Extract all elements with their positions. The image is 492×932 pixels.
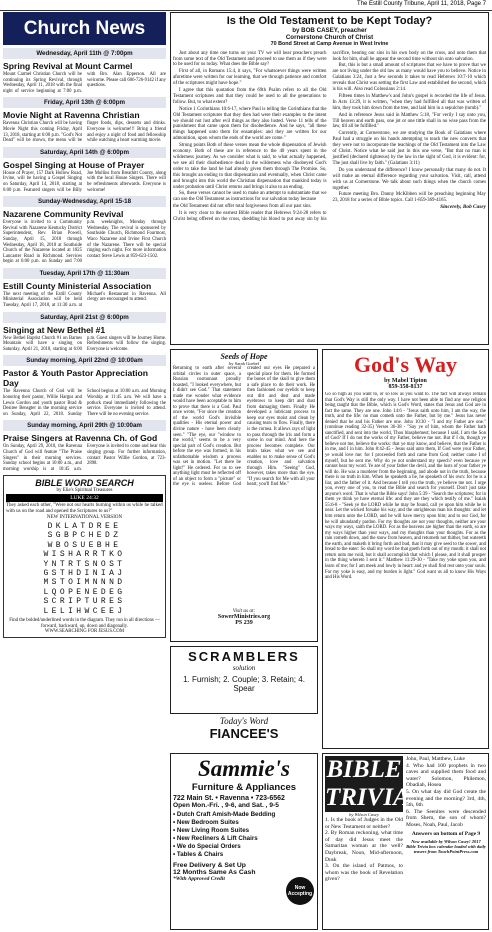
trivia-title: BIBLE TRIVIA [325, 756, 410, 811]
article-paragraph: Fifteen times in Matthew's and John's gospel is recorded the life of Jesus. In Acts 13:29, it is written, "when they had fulfilled all that was written of him, they took him down from the tree, and laid him in a sepulchre (tomb)." [332, 93, 486, 111]
event-title: Movie Night at Ravenna Christian [3, 110, 140, 121]
scramblers-solution: solution [232, 664, 256, 672]
article-body [173, 51, 486, 345]
event-date: Saturday, April 14th @ 6:00pm [3, 147, 166, 158]
grid-row: SCRIPTURES [43, 597, 126, 607]
todays-word-box [170, 716, 318, 750]
grid-row: WISHARRTKO [43, 550, 126, 560]
article-address: 70 Bond Street at Camp Avenue in West Irvine [270, 41, 389, 48]
bible-word-search [3, 475, 166, 637]
trivia-q4: 4. Who had 100 prophets in two caves and supplied them food and water? Solomon, Philemon, Obadiah, Hosea [406, 762, 486, 789]
trivia-layout [325, 756, 486, 883]
gods-way-box [322, 349, 489, 749]
trivia-author: by Wilson Casey [349, 812, 379, 817]
gods-way-text: Go so high as you want to, or so low as you want to. The fact will always remain that God's Way is still the only way. I have not been able to find any one religion being taught that the Bible, which is God's Word, states that Jesus and God are in fact the same. They are one. John 14:6 - "Jesus saith unto him, I am the way, the truth, and the life: no man cometh unto the Father, but by me." Jesus has never denied that he and his Father are one. John 10:30 - "I and my Father are one." (continue reading 32-35) Verses 36-38 - "Say ye of him, whom the Father hath sanctified, and sent into the world, Thou blasphemest; because I said, I am the Son of God? If I do not the works of my Father, believe me not. But if I do, though ye believe not me, believe the works: that ye may know, and believe, that the Father is in me, and I in him. John 8:42-45 - Jesus said unto them, If God were your Father, ye would love me: for I proceeded forth and came from God; neither came I of myself, but he sent me. Why do ye not understand my speech? even because ye cannot hear my word. Ye are of your father the devil, and the lusts of your father ye will do. He was a murderer from the beginning, and abode not in the truth, because there is no truth in him. When he speaketh a lie, he speaketh of his own: for he is a liar, and the father of it. And because I tell you the truth, ye believe me not. I urge you, every one of you, to read the Bible and search for yourself. Don't just take anyone's word. That is what the Bible says! John 5:39 - "Search the scriptures; for in them ye think ye have eternal life: and they are they which testify of me." Isaiah 55:6-8 - "Seek ye the LORD while he may be found, call ye upon him while he is near. Let the wicked forsake his way, and the unrighteous man his thoughts: and let him return unto the LORD, and he will have mercy upon him; and to our God, for he will abundantly pardon. For my thoughts are not your thoughts, neither are your ways my ways, saith the LORD. For as the heavens are higher than the earth, so are my ways higher than your ways, and my thoughts than your thoughts. For as the rain cometh down, and the snow from heaven, and returneth not thither, but watereth the earth, and maketh it bring forth and bud, that it may give seed to the sower, and bread to the eater: So shall my word be that goeth forth out of my mouth: it shall not return unto me void, but it shall accomplish that which I please, and it shall prosper in the thing whereto I sent it." Matthew 11:29-30 - "Take my yoke upon you, and learn of me; for I am meek and lowly in heart: and ye shall find rest unto your souls. For my yoke is easy, and my burden is light." God want us all to know His Ways and His Word. [325, 392, 486, 581]
seeds-text: Returning to earth after several orbital circles in outer space, a Russian cosmonaut proudly boasted, "I looked everywhere, but I didn't see God." That statement made me wonder what evidence would have been acceptable to him to prove that there is a God. Paul once wrote, "For since the creation of the world God's invisible qualities - His eternal power and divine nature - have been clearly seen." "The eye, our "window to the world," seems to be a very special part of God's creation. But before the eye was formed, in his unfathomable wisdom a process was set in motion. "Let there be light!" He ordered. For us to see anything light must be reflected off of an object to form a "picture" or the eye is useless. Before God created our eyes He prepared a special place for them. He formed the bones of the skull to give them a safe place to do their work. He then fashioned our eyelids to keep out dirt and dust and made eyebrows to keep dirt and dust from damaging them. Finally He developed a lubricant process to keep our eyes moist and clean by causing tears to flow. Finally, there is the cornea. It allows rays of light to pass through the iris and form a scene in our mind. And here the process becomes complete. Our brain takes what we see and enables us to make sense of God's creation, love and salvation through Him. "Seeing" God, however, takes more than the eye. "If you search for Me with all your heart, you'll find Me." [173, 366, 315, 488]
event-title: Nazarene Community Revival [3, 209, 124, 220]
seeds-author: by Sarah Goebel [229, 361, 259, 366]
article-paragraph: Just about any time one turns on your TV we will hear preachers preach from some text of the Old Testament and proceed to use them as if they were to be used for us today. What does the Bible say? [173, 50, 327, 68]
seeds-url: SowerMinistries.org [217, 614, 271, 620]
event-title: Singing at New Bethel #1 [3, 324, 106, 335]
grid-row: WBOSUEBHE [47, 540, 122, 550]
sammies-bullet: • New Recliners & Lift Chairs [173, 835, 258, 842]
event-title: Estill County Ministerial Association [3, 280, 152, 291]
trivia-q1: 1. Is the book of Judges in the Old or New Testament or neither? [325, 817, 403, 830]
gods-way-author: by Mabel Tipton [384, 378, 427, 384]
article-paragraph: the Old Testament did not offer total forgiveness from all our past sins. [173, 204, 312, 210]
event-title: Praise Singers at Ravenna Ch. of God [3, 433, 158, 444]
seeds-of-hope-box [170, 349, 318, 642]
event-date: Sunday-Wednesday, April 15-18 [3, 196, 166, 207]
grid-row: LQOPENEDEG [43, 587, 126, 597]
scramblers-answers: 1. Furnish; 2. Couple; 3. Retain; 4. Spear [183, 675, 305, 693]
article-paragraph: Strong points Both of these verses mean the whole dispensation of Jewish economy. Both of these are in reference to the 40 years spent in the wilderness journey. As we consider what is said, to what actually happened, we see all their disobedience dead in the wilderness who disobeyed God's order to take the land he had already given them through The Promise. So, this brought an ending to that dispensation and eventually, when Christ came and brought into this world the Christian dispensation that mankind today is under probation until Christ returns and brings it also to an ending. [173, 143, 327, 190]
word-search-version: NEW INTERNATIONAL VERSION [46, 514, 123, 520]
trivia-q5: 5. On what day did God create the evening and the morning? 3rd, 4th, 5th, 6th [406, 788, 486, 809]
sammies-bullet-text: New Recliners & Lift Chairs [176, 835, 258, 842]
trivia-right [406, 756, 486, 883]
sammies-bullet: • New Living Room Suites [173, 827, 250, 834]
event-date: Wednesday, April 11th @ 7:00pm [3, 48, 166, 59]
event-8 [3, 420, 166, 472]
grid-row: LELIHWCEEJ [43, 606, 126, 616]
seeds-title: Seeds of Hope [220, 352, 268, 361]
sammies-bullet-text: We do Special Orders [176, 843, 241, 850]
sammies-stamp: Now Accepting [286, 877, 314, 905]
event-body: The next meeting of the Estill County Ministerial Association will be held Tuesday, April 17, 2018, at 11:30 a.m. at Michael's Restaurant in Ravenna. All clergy are encouraged to attend. [3, 291, 166, 309]
todays-word: FIANCEE'S [209, 726, 279, 741]
sammies-bullet-text: Dutch Craft Amish-Made Bedding [176, 811, 276, 818]
event-title: Gospel Singing at House of Prayer [3, 159, 145, 170]
sammies-hours: Open Mon.-Fri. , 9-6, and Sat. , 9-5 [173, 802, 279, 809]
sammies-ad [170, 753, 318, 930]
page-header-text: The Estill County Tribune, April 11, 2018, Page 7 [357, 1, 486, 7]
word-search-title: BIBLE WORD SEARCH [35, 478, 134, 489]
article-paragraph: So, these verses cannot be used to make an attempt to substantiate that we can use the Old Testament as instructions for our salvation today because [173, 191, 327, 203]
sammies-bullet: • Dutch Craft Amish-Made Bedding [173, 811, 276, 818]
trivia-left [325, 756, 410, 883]
sammies-name: Sammie's [197, 756, 290, 781]
seeds-visit: Visit us at: [232, 608, 256, 614]
sammies-address: 722 Main St. • Ravenna • 723-6562 [173, 795, 285, 802]
church-news-banner: Church News [3, 12, 166, 45]
scramblers-title: SCRAMBLERS [188, 649, 300, 664]
event-7 [3, 355, 166, 417]
event-date: Sunday morning, April 29th @ 10:00am [3, 420, 166, 431]
event-title: Pastor & Youth Pastor Appreciation Day [3, 368, 149, 389]
sammies-delivery: Free Delivery & Set Up [173, 862, 246, 869]
event-6 [3, 312, 166, 353]
sammies-months-note: *With Approved Credit [173, 876, 225, 882]
sammies-bullet: • We do Special Orders [173, 843, 241, 850]
article-box [170, 12, 489, 345]
event-1 [3, 48, 166, 94]
trivia-q3: 3. On the island of Patmos, to whom was the book of Revelation given? [325, 863, 403, 883]
trivia-q3-options: John, Paul, Matthew, Luke [406, 756, 465, 762]
event-body: Everyone is invited to a Community Revival with Nazarene Kentucky District Superintendent, Rev. Brian Powell, Sunday, April 15, 2018 through Wednesday, April 18, 2018 at Southside Church of the Nazarene located at 1825 Lancaster Road in Richmond. Services begin at 6:00 p.m. on Sunday and 7:00 p.m. weeknights, Monday through Wednesday. The revival is sponsored by Southside Church, Richmond Fourmost, Waco Nazarene and Irvine First Church of the Nazarene. There will be special ringing each night. For more information contact Steve Lewis at 859-623-1502. [3, 220, 166, 265]
article-paragraph: Notice 1 Corinthians 10:6-17, where Paul is telling the Corinthians that the Old Testament scriptures that they then had were their examples to the intent we should not lust after evil things as they also lusted. Verse 11 tells of the punishment that came upon them for disobedience. And he says, "all these things happened unto them for ensamples: and they are written for our admonition, upon whom the ends of the world are come." [173, 106, 327, 142]
article-paragraph: And in reference Jesus said in Matthew 5:18, "For verily I say unto you, Till heaven and earth pass, one jot or one tittle shall in no wise pass from the law, till all be fulfilled." [332, 112, 486, 130]
grid-row: MSTOIMNNND [43, 578, 126, 588]
event-body: House of Prayer, 157 Dark Hollow Road, Irvine, will be having a Gospel Singing on Saturday, April 14, 2018, starting at 6:00 p.m. Featured singers will be Billy Joe Mullins from Breathitt County, along with the local House Singers. There will be refreshments afterwards. Everyone is welcome! [3, 170, 166, 193]
sammies-bullet: • New Bedroom Suites [173, 819, 239, 826]
article-paragraph: Future meeting Bro. Danny McKibben will be preaching beginning May 23, 2018 for a series of Bible topics. Call 1-859-369-4165. [332, 192, 486, 204]
sammies-bullet-list [173, 811, 315, 859]
sammies-tagline: Furniture & Appliances [191, 782, 297, 793]
gods-way-phone: 859-358-8137 [388, 384, 423, 390]
article-paragraph: I agree that this quotation from the 69th Psalm refers to all the Old Testament scriptures and that they could be used to all the generations to follow. But, to what extent? [173, 88, 327, 105]
word-search-grid [6, 522, 163, 616]
article-org: Cornerstone Church of Christ [285, 34, 374, 42]
article-paragraph: But, this is but a small amount of scriptures that we have to prove that we are not living under the old law as many would have you to believe. Notice in Galatians 3:24, Just a few seconds it takes to read Hebrews 10:7-10 which reveals that Christ was setting the first Law and established the second, which is his will. Also read Colossians 2:14. [332, 63, 486, 93]
todays-word-label: Today's Word [219, 716, 269, 726]
trivia-q2: 2. By Roman reckoning, what time of day did Jesus meet the Samaritan woman at the well? Daybreak, Noon, Mid-afternoon, Dusk [325, 830, 403, 863]
grid-row: SGBPCHEDZ [47, 531, 122, 541]
seeds-code: PS 239 [235, 620, 253, 626]
scramblers-box [170, 646, 318, 714]
article-byline: by BOB CASEY, preacher [292, 27, 367, 34]
grid-row: YNTRTSNOST [43, 559, 126, 569]
event-body: Ravenna Christian Church will be having Movie Night this coming Friday, April 13, 2018, starting at 6:00 p.m. "God's Not Dead" will be shown, the menu will be finger foods, dips, desserts and drinks. Everyone is welcome!!! Bring a friend and enjoy a night of food and fellowship while watching a heart warming movie. [3, 121, 166, 144]
trivia-answers: Answers on bottom of Page 9 [411, 830, 481, 837]
event-body: New Bethel Baptist Church #1 on Barnes Mountain will have a singing on Saturday, April 21, 2018, starting at 6:00 p.m. Guest singers will be Journey Home. Refreshments will follow the singing. Everyone is welcome. [3, 335, 166, 352]
word-search-url: WWW.SEARCHING FOR JESUS.COM [44, 629, 125, 635]
event-body: Mount Carmel Christian Church will be continuing its Spring Revival, through Wednesday, April 11, 2018 with the final night of service beginning at 7:00 p.m. with Bro. Alan Epperson. All are welcome. Please call 606-726-9142 if any questions. [3, 72, 166, 94]
word-search-instructions: Find the bolded/underlined words in the diagram. They run in all directions — forward, backward, up, down and diagonally. [9, 618, 160, 629]
sammies-months: 12 Months Same As Cash [173, 869, 256, 876]
sammies-bullet: • Tables & Chairs [173, 851, 224, 858]
sammies-bullet-text: New Living Room Suites [176, 827, 250, 834]
sammies-bullet-text: New Bedroom Suites [176, 819, 239, 826]
word-search-verse: They asked each other, "Were not our hearts burning within us while he talked with us on the road and opened the Scriptures to us?" [6, 503, 163, 515]
grid-row: DKLATDREE [47, 521, 122, 531]
event-body: On Sunday, April 29, 2018, the Ravenna Church of God will feature "The Praise Singers" in their morning services. Sunday school begins at 10:00 a.m., and morning worship is at 10:45 a.m. Everyone is invited to come and hear this singing group. For further information, contact Pastor Willie Gordon, at 723-2898. [3, 444, 166, 472]
gods-way-title: God's Way [354, 352, 457, 377]
event-date: Saturday, April 21st @ 6:00pm [3, 312, 166, 323]
grid-row: GSTHDINIAJ [43, 569, 126, 578]
event-3 [3, 147, 166, 193]
trivia-q6: 6. The Seenites were descended from Shem, the son of whom? Moses, Noah, Paul, Jacob [406, 808, 486, 828]
event-body: The Ravenna Church of God will be honoring their pastor, Willie Hargus and Lewis Gordon and youth pastor Brad & Desiree Bensgter in the morning service on Sunday, April 22, 2018. Sunday School begins at 10:00 a.m. and Morning Worship at 11:45 a.m. We will have a potluck meal immediately following the service. Everyone is invited to attend. There will be no evening service. [3, 389, 166, 417]
trivia-note: Now available by Wilson Casey! 2017 Bible Trivia box calendar loaded with daily teasers from TouchPointPress.com [406, 838, 486, 854]
page-header [0, 0, 492, 11]
article-title: Is the Old Testament to be Kept Today? [226, 15, 433, 27]
article-paragraph: Do you understand the difference? I know personally that many do not. It will make an eternal difference regarding your salvation. Visit, call, attend with us at Cornerstone. We talk about such things when the church comes together. [332, 167, 486, 191]
event-date: Sunday morning, April 22nd @ 10:00am [3, 355, 166, 366]
bible-trivia-box [322, 753, 489, 930]
event-date: Tuesday, April 17th @ 11:30am [3, 268, 166, 279]
word-search-subtitle: by Elie's Spiritual Treasures [56, 488, 113, 494]
event-4 [3, 196, 166, 265]
church-news-column [3, 12, 166, 930]
word-search-reference: LUKE 24:32 [6, 494, 163, 502]
article-paragraph: It is very clear to the earnest Bible reader that Hebrews 9:24-28 refers to Christ being offered on the cross, shedding his blood to put away sin by his sacrifice, bearing our sins in his own body on the cross, and unto them that look for him, shall he appear the second time without sin unto salvation. [173, 50, 486, 223]
sammies-bullet-text: Tables & Chairs [176, 851, 224, 858]
article-signature: Sincerely, Bob Casey [440, 204, 486, 211]
event-date: Friday, April 13th @ 6:00pm [3, 97, 166, 108]
event-5 [3, 268, 166, 309]
article-paragraph: First of all, in Romans 15:4, it says, "For whatsoever things were written aforetime were written for our learning, that we through patience and comfort of the scriptures might have hope." [173, 69, 327, 87]
event-title: Spring Revival at Mount Carmel [3, 61, 133, 71]
article-paragraph: Currently, at Cornerstone, we are studying the Book of Galatians where Paul had a struggle on his hands attempting to teach the new converts that they were not to incorporate the teachings of the Old Testament into the Law of Christ. Notice what he said just in this one verse, "But that no man is justified (declared righteous) by the law in the sight of God, it is evident: for, The just shall live by faith." (Galatians 3:11) [332, 131, 486, 166]
event-2 [3, 97, 166, 143]
